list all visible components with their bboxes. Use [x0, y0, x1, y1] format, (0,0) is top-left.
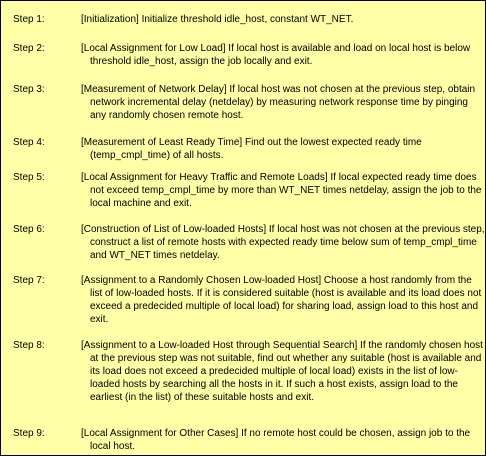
- step-text: [Assignment to a Randomly Chosen Low-loaded Host] Choose a host randomly from the list of low-loaded hosts. If it is considered suitable (host is available and its load does not exceed a predecided multiple of local load) for sharing load, assign load to this host and exit.: [81, 275, 482, 325]
- step-text: [Local Assignment for Other Cases] If no remote host could be chosen, assign job to the local host.: [81, 428, 471, 452]
- step-text: [Construction of List of Low-loaded Hosts] If local host was not chosen at the previous step, construct a list of remote hosts with expected ready time below sum of temp_cmpl_time and WT_NET times netdelay.: [81, 224, 485, 261]
- step-label: Step 1:: [13, 14, 45, 25]
- step-text: [Local Assignment for Low Load] If local host is available and load on local host is below threshold idle_host, assign the job locally and exit.: [81, 43, 471, 67]
- step-text: [Local Assignment for Heavy Traffic and Remote Loads] If local expected ready time does not exceed temp_cmpl_time by more than WT_NET times netdelay, assign the job to the local machine and exit.: [81, 172, 482, 209]
- step-label: Step 2:: [13, 43, 45, 54]
- step-label: Step 5:: [13, 172, 45, 183]
- step-text: [Assignment to a Low-loaded Host through Sequential Search] If the randomly chosen host at the previous step was not suitable, find out whether any suitable (host is available and its load does not exceed a predecided multiple of local load) exists in the list of low-loaded hosts by searching all the hosts in it. If such a host exists, assign load to the earliest (in the list) of these suitable hosts and exit.: [81, 340, 483, 403]
- step-label: Step 3:: [13, 84, 45, 95]
- step-label: Step 9:: [13, 428, 45, 439]
- step-label: Step 4:: [13, 137, 45, 148]
- step-text: [Measurement of Network Delay] If local host was not chosen at the previous step, obtain network incremental delay (netdelay) by measuring network response time by pinging any randomly chosen remote host.: [81, 84, 476, 121]
- step-label: Step 6:: [13, 224, 45, 235]
- step-label: Step 8:: [13, 340, 45, 351]
- step-text: [Measurement of Least Ready Time] Find out the lowest expected ready time (temp_cmpl_time) of all hosts.: [81, 137, 422, 161]
- step-label: Step 7:: [13, 275, 45, 286]
- step-text: [Initialization] Initialize threshold idle_host, constant WT_NET.: [81, 14, 354, 25]
